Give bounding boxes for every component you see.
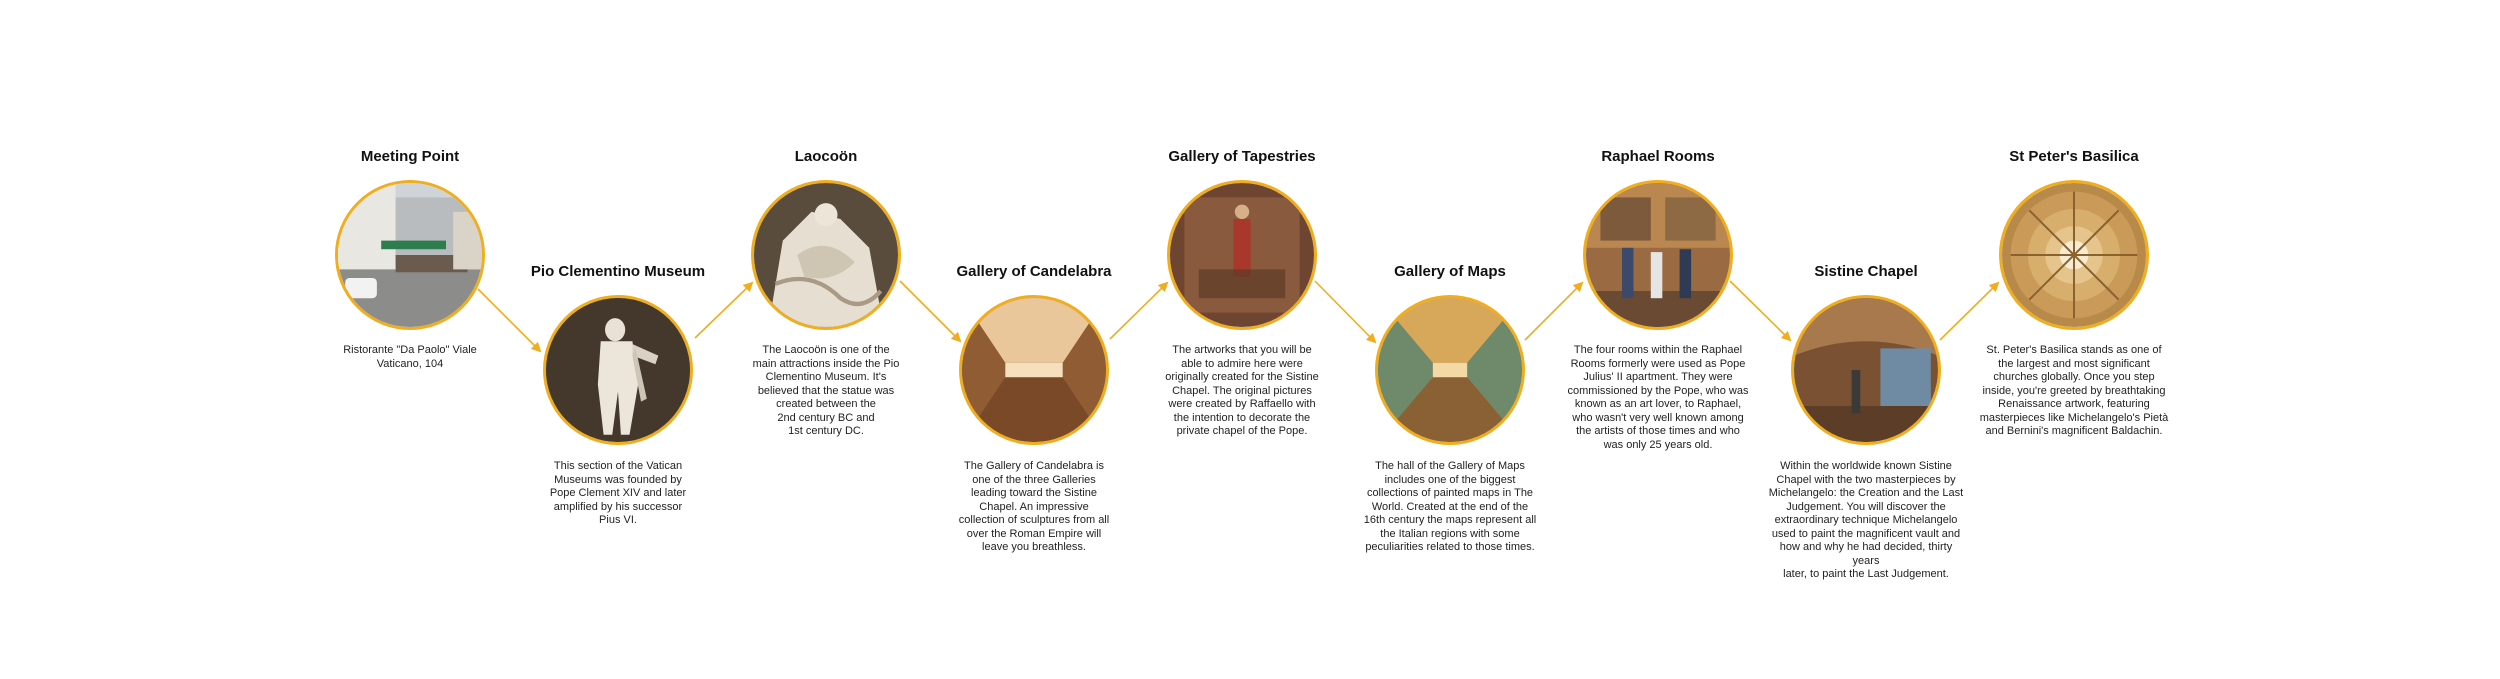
stop-title: Gallery of Candelabra [956,263,1112,280]
stop-description: Ristorante "Da Paolo" Viale Vaticano, 104 [343,344,477,370]
stop-description: The Gallery of Candelabra is one of the three Galleries leading toward the Sistine Chapel. An impressive collection of sculptures from all over the Roman Empire will leave you breathless. [958,460,1110,553]
laocoon-statue-photo [751,180,901,330]
stop-title: Meeting Point [360,148,460,165]
stop-title: St Peter's Basilica [2009,148,2139,165]
stop-title: Laocoön [794,148,858,165]
arrow-5 [1315,281,1375,342]
stop-title: Gallery of Maps [1394,263,1506,280]
arrow-1 [478,289,540,351]
arrow-6 [1525,283,1582,340]
maps-gallery-photo [1375,295,1525,445]
arrow-2 [695,283,752,338]
stop-description: This section of the Vatican Museums was founded by Pope Clement XIV and later amplified by his successor Pius VI. [549,460,687,526]
stop-title: Raphael Rooms [1601,148,1715,165]
stop-title: Sistine Chapel [1814,263,1918,280]
tapestry-photo [1167,180,1317,330]
stop-description: St. Peter's Basilica stands as one of the largest and most significant churches globally. Once you step inside, you're greeted by breathtaking Renaissance artwork, featuring masterpieces like Michelangelo's Pietà and Bernini's magnificent Baldachin. [1979,344,2169,437]
stop-description: The four rooms within the Raphael Rooms formerly were used as Pope Julius' II apartment. They were commissioned by the Pope, who was known as an art lover, to Raphael, who wasn't very well known among the artists of those times and who was only 25 years old. [1567,344,1749,451]
arrow-4 [1110,283,1167,339]
candelabra-gallery-photo [959,295,1109,445]
stop-description: The artworks that you will be able to admire here were originally created for the Sistine Chapel. The original pictures were created by Raffaello with the intention to decorate the private chapel of the Pope. [1165,344,1319,437]
stop-title: Gallery of Tapestries [1168,148,1316,165]
basilica-dome-photo [1999,180,2149,330]
apollo-statue-photo [543,295,693,445]
arrow-8 [1940,283,1998,340]
stop-description: Within the worldwide known Sistine Chapel with the two masterpieces by Michelangelo: the Creation and the Last Judgement. You will discover the extraordinary technique Michelangelo used to paint the magnificent vault and how and why he had decided, thirty years later, to paint the Last Judgement. [1768,460,1964,580]
street-photo [335,180,485,330]
sistine-chapel-photo [1791,295,1941,445]
arrow-7 [1730,281,1790,340]
stop-description: The hall of the Gallery of Maps includes one of the biggest collections of painted maps in The World. Created at the end of the 16th century the maps represent all the Italian regions with some peculiarities related to those times. [1363,460,1537,553]
stop-title: Pio Clementino Museum [530,263,706,280]
arrow-3 [900,281,960,341]
raphael-rooms-photo [1583,180,1733,330]
stop-description: The Laocoön is one of the main attractions inside the Pio Clementino Museum. It's believed that the statue was created between the 2nd century BC and 1st century DC. [752,344,900,437]
